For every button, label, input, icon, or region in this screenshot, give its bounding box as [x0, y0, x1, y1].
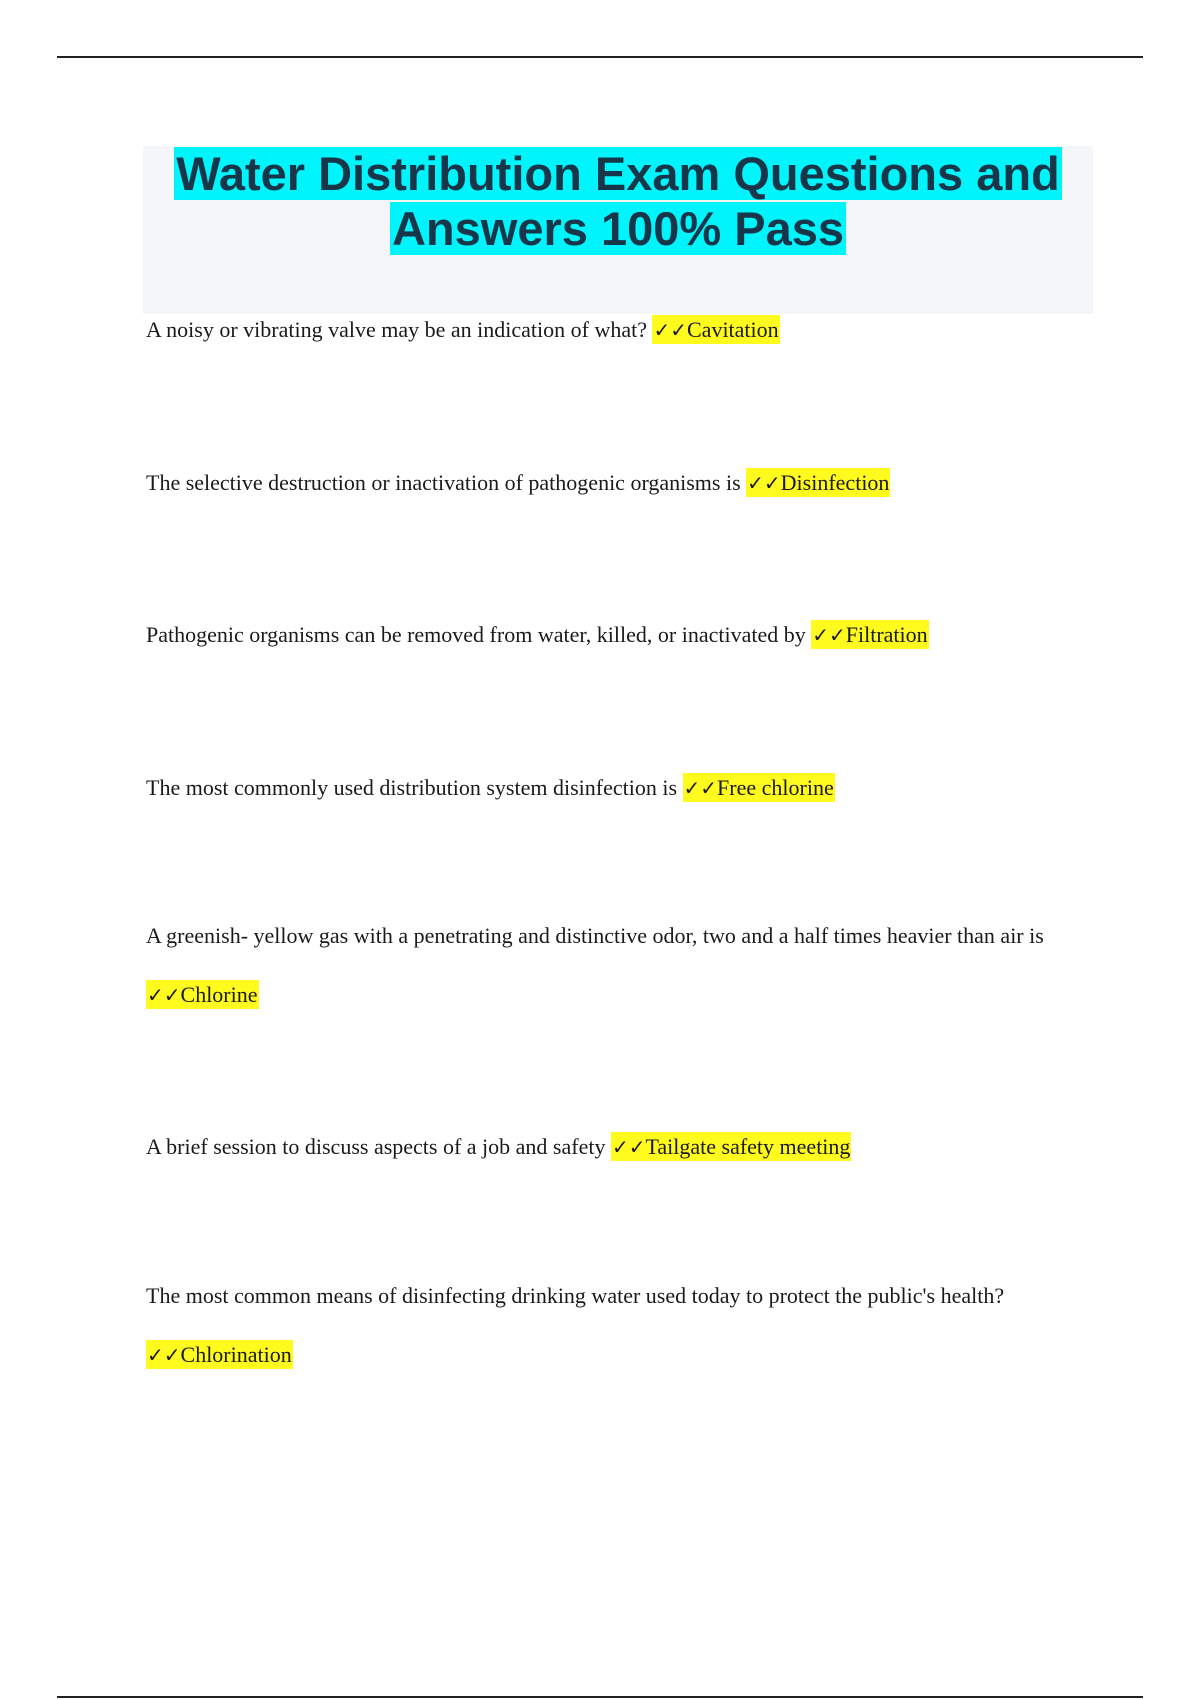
title-block [143, 146, 1093, 314]
question-text: A noisy or vibrating valve may be an indication of what? [146, 317, 647, 342]
answer-text: Free chlorine [717, 775, 834, 800]
question-text: Pathogenic organisms can be removed from water, killed, or inactivated by [146, 622, 806, 647]
title-line-2: Answers 100% Pass [391, 202, 844, 255]
qa-item [146, 453, 1096, 513]
qa-item [146, 1266, 1096, 1385]
qa-item [146, 758, 1096, 818]
header-rule [57, 56, 1143, 58]
answer-text: Chlorine [180, 982, 258, 1007]
qa-item [146, 906, 1096, 1025]
qa-item [146, 1117, 1096, 1177]
answer-highlight [811, 620, 928, 649]
question-text: The selective destruction or inactivation of pathogenic organisms is [146, 470, 741, 495]
qa-item [146, 300, 1096, 360]
answer-highlight [652, 315, 779, 344]
answer-text: Tailgate safety meeting [645, 1134, 851, 1159]
question-text: The most commonly used distribution system disinfection is [146, 775, 678, 800]
document-title [143, 146, 1093, 256]
double-check-icon: ✓✓ [611, 1135, 646, 1159]
title-line-1: Water Distribution Exam Questions and [176, 147, 1060, 200]
answer-text: Disinfection [780, 470, 890, 495]
answer-highlight [146, 1340, 293, 1369]
answer-highlight [746, 468, 890, 497]
answer-highlight [611, 1132, 851, 1161]
question-text: The most common means of disinfecting drinking water used today to protect the public's health? [146, 1283, 1005, 1308]
question-text: A brief session to discuss aspects of a job and safety [146, 1134, 606, 1159]
double-check-icon: ✓✓ [747, 471, 781, 495]
double-check-icon: ✓✓ [147, 983, 181, 1007]
question-text: A greenish- yellow gas with a penetrating and distinctive odor, two and a half times heavier than air is [146, 923, 1044, 948]
answer-highlight [683, 773, 835, 802]
footer-rule [57, 1696, 1143, 1698]
double-check-icon: ✓✓ [812, 623, 846, 647]
double-check-icon: ✓✓ [147, 1343, 181, 1367]
answer-highlight [146, 980, 259, 1009]
double-check-icon: ✓✓ [683, 776, 718, 800]
answer-text: Cavitation [687, 317, 779, 342]
double-check-icon: ✓✓ [653, 318, 687, 342]
qa-item [146, 605, 1096, 665]
answer-text: Filtration [845, 622, 928, 647]
answer-text: Chlorination [180, 1342, 292, 1367]
